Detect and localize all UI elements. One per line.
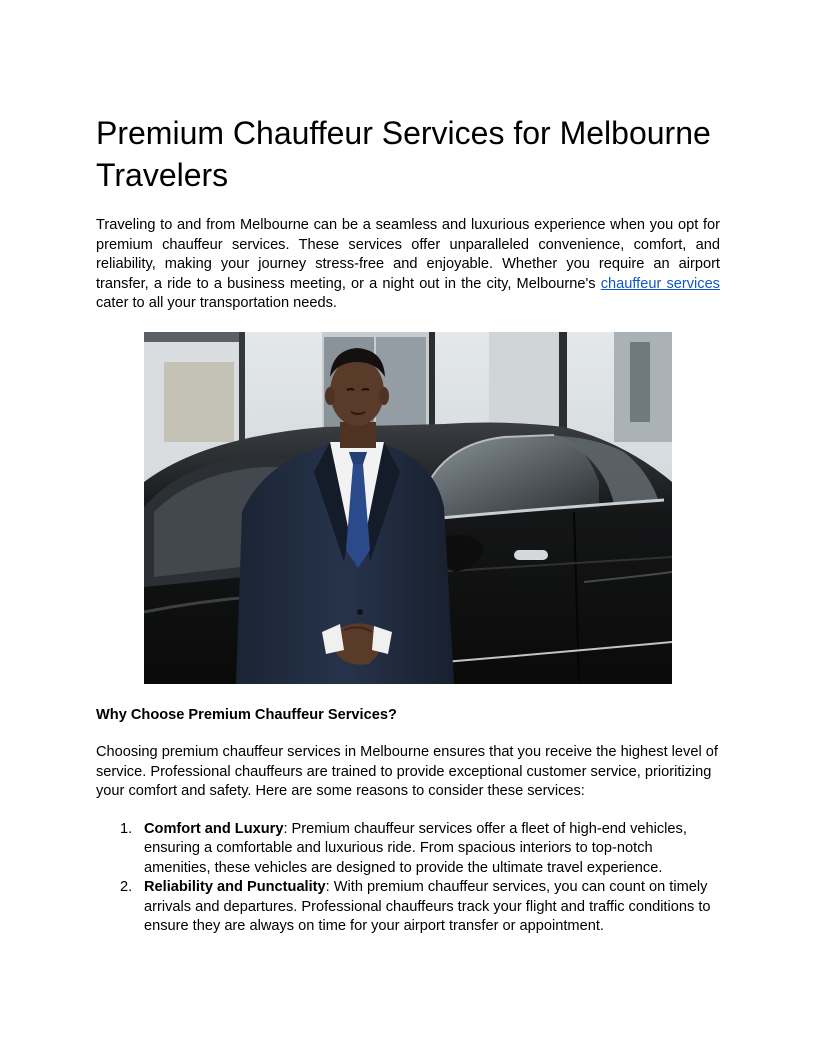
reasons-list (96, 820, 720, 937)
list-item (96, 878, 720, 937)
list-item-text: : With premium chauffeur services, you can count on timely arrivals and departures. Professional chauffeurs track your flight and traffic conditions to ensure they are always on time for your airport transfer or appointment. (144, 879, 711, 934)
chauffeur-photo-illustration (144, 332, 672, 684)
page-title: Premium Chauffeur Services for Melbourne Travelers (96, 115, 711, 193)
list-item-title: Reliability and Punctuality (144, 879, 326, 895)
chauffeur-services-link[interactable]: chauffeur services (600, 275, 720, 292)
list-item-number: 2. (120, 879, 133, 895)
list-item (96, 820, 720, 879)
intro-text-start: Traveling to and from Melbourne can be a seamless and luxurious experience when you opt for premium chauffeur services. These services offer unparalleled convenience, comfort, and reliability, making your journey stress-free and enjoyable. Whether you require an airport transfer, a ride to a business meeting, or a night out in the city, Melbourne's (96, 217, 720, 292)
list-item-title: Comfort and Luxury (144, 820, 284, 837)
list-item-number: 1. (120, 820, 133, 837)
section-paragraph: Choosing premium chauffeur services in Melbourne ensures that you receive the highest level of service. Professional chauffeurs are trained to provide exceptional customer service, prioritizing your comfort and safety. Here are some reasons to consider these services: (96, 744, 718, 799)
intro-text-end: cater to all your transportation needs. (96, 295, 337, 311)
chauffeur-photo (144, 332, 672, 684)
intro-paragraph (96, 216, 720, 314)
section-heading: Why Choose Premium Chauffeur Services? (96, 706, 397, 723)
list-item-text: : Premium chauffeur services offer a fleet of high-end vehicles, ensuring a comfortable and luxurious ride. From spacious interiors to top-notch amenities, these vehicles are designed to provide the ultimate travel experience. (144, 820, 687, 876)
document-page (96, 112, 720, 937)
